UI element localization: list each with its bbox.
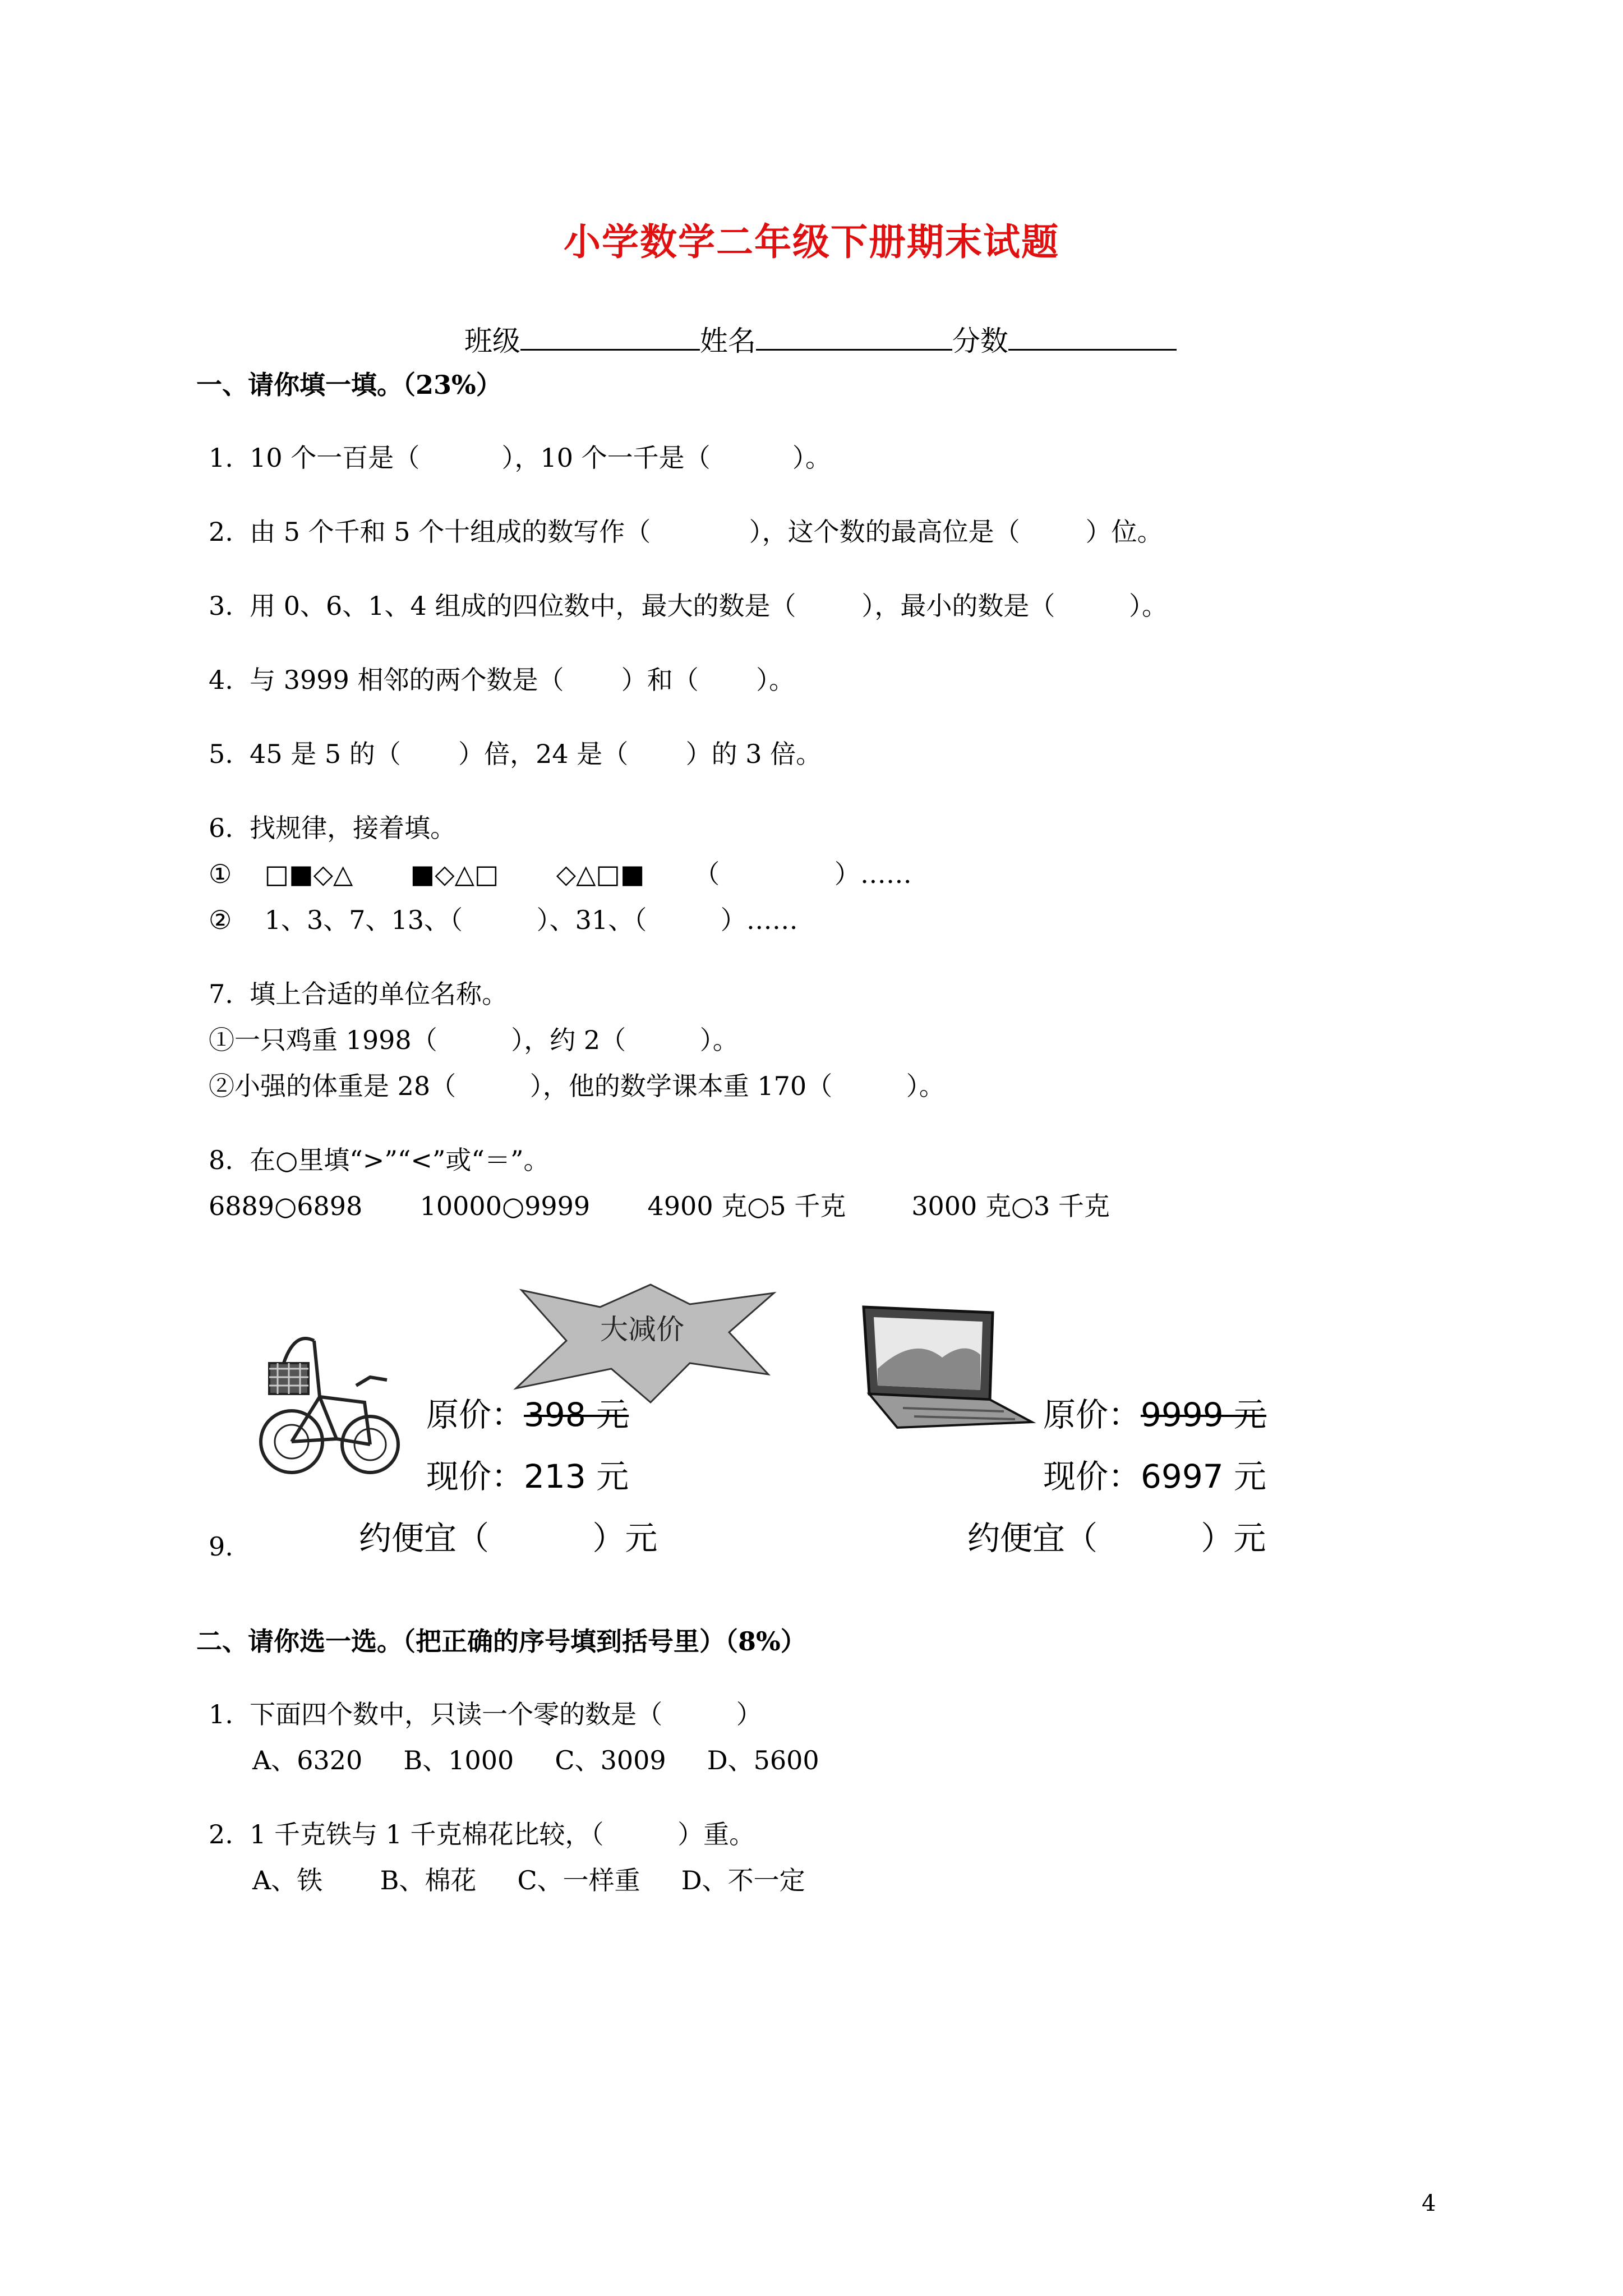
name-blank [756, 321, 952, 351]
sale-star-text: 大减价 [600, 1313, 684, 1346]
laptop-original-price: 原价：9999 元 [1043, 1396, 1267, 1434]
question-7: 7. 填上合适的单位名称。 [209, 979, 508, 1009]
question-6-pattern-shapes: ① □■◇△ ■◇△□ ◇△□■ （ ）…… [209, 859, 912, 889]
question-3: 3. 用 0、6、1、4 组成的四位数中，最大的数是（ ），最小的数是（ ）。 [209, 591, 1168, 621]
page-number: 4 [1422, 2191, 1436, 2216]
bike-original-price: 原价：398 元 [426, 1396, 629, 1434]
question-9-number: 9. [209, 1531, 233, 1562]
score-blank [1008, 321, 1177, 351]
choice-question-2-options: A、铁 B、棉花 C、一样重 D、不一定 [252, 1865, 805, 1895]
student-info-line [0, 286, 1623, 359]
question-7-a: ①一只鸡重 1998（ ），约 2（ ）。 [209, 1025, 739, 1055]
choice-question-2: 2. 1 千克铁与 1 千克棉花比较，（ ）重。 [209, 1819, 755, 1849]
question-5: 5. 45 是 5 的（ ）倍，24 是（ ）的 3 倍。 [209, 739, 822, 769]
laptop-icon [852, 1301, 1038, 1442]
choice-question-1: 1. 下面四个数中，只读一个零的数是（ ） [209, 1699, 762, 1729]
question-2: 2. 由 5 个千和 5 个十组成的数写作（ ），这个数的最高位是（ ）位。 [209, 517, 1163, 547]
question-8: 8. 在○里填“>”“<”或“＝”。 [209, 1145, 550, 1175]
section2-heading: 二、请你选一选。（把正确的序号填到括号里）（8%） [196, 1626, 806, 1657]
choice-question-1-options: A、6320 B、1000 C、3009 D、5600 [252, 1745, 819, 1775]
question-6: 6. 找规律，接着填。 [209, 813, 457, 843]
question-7-b: ②小强的体重是 28（ ），他的数学课本重 170（ ）。 [209, 1071, 945, 1101]
class-label: 班级 [464, 325, 520, 357]
question-1: 1. 10 个一百是（ ），10 个一千是（ ）。 [209, 443, 831, 473]
laptop-discount-question: 约便宜（ ）元 [967, 1519, 1266, 1557]
score-label: 分数 [952, 325, 1008, 357]
section1-heading: 一、请你填一填。（23%） [196, 370, 502, 400]
page-title: 小学数学二年级下册期末试题 [564, 220, 1059, 264]
bike-current-price: 现价：213 元 [426, 1457, 629, 1496]
class-blank [520, 321, 700, 351]
bike-discount-question: 约便宜（ ）元 [359, 1519, 658, 1557]
question-4: 4. 与 3999 相邻的两个数是（ ）和（ ）。 [209, 665, 795, 695]
question-6-pattern-numbers: ② 1、3、7、13、（ ）、31、（ ）…… [209, 905, 798, 935]
name-label: 姓名 [699, 325, 756, 357]
question-8-comparisons: 6889○6898 10000○9999 4900 克○5 千克 3000 克○3 千克 [209, 1191, 1110, 1221]
laptop-current-price: 现价：6997 元 [1043, 1457, 1267, 1496]
bicycle-icon [258, 1324, 404, 1487]
